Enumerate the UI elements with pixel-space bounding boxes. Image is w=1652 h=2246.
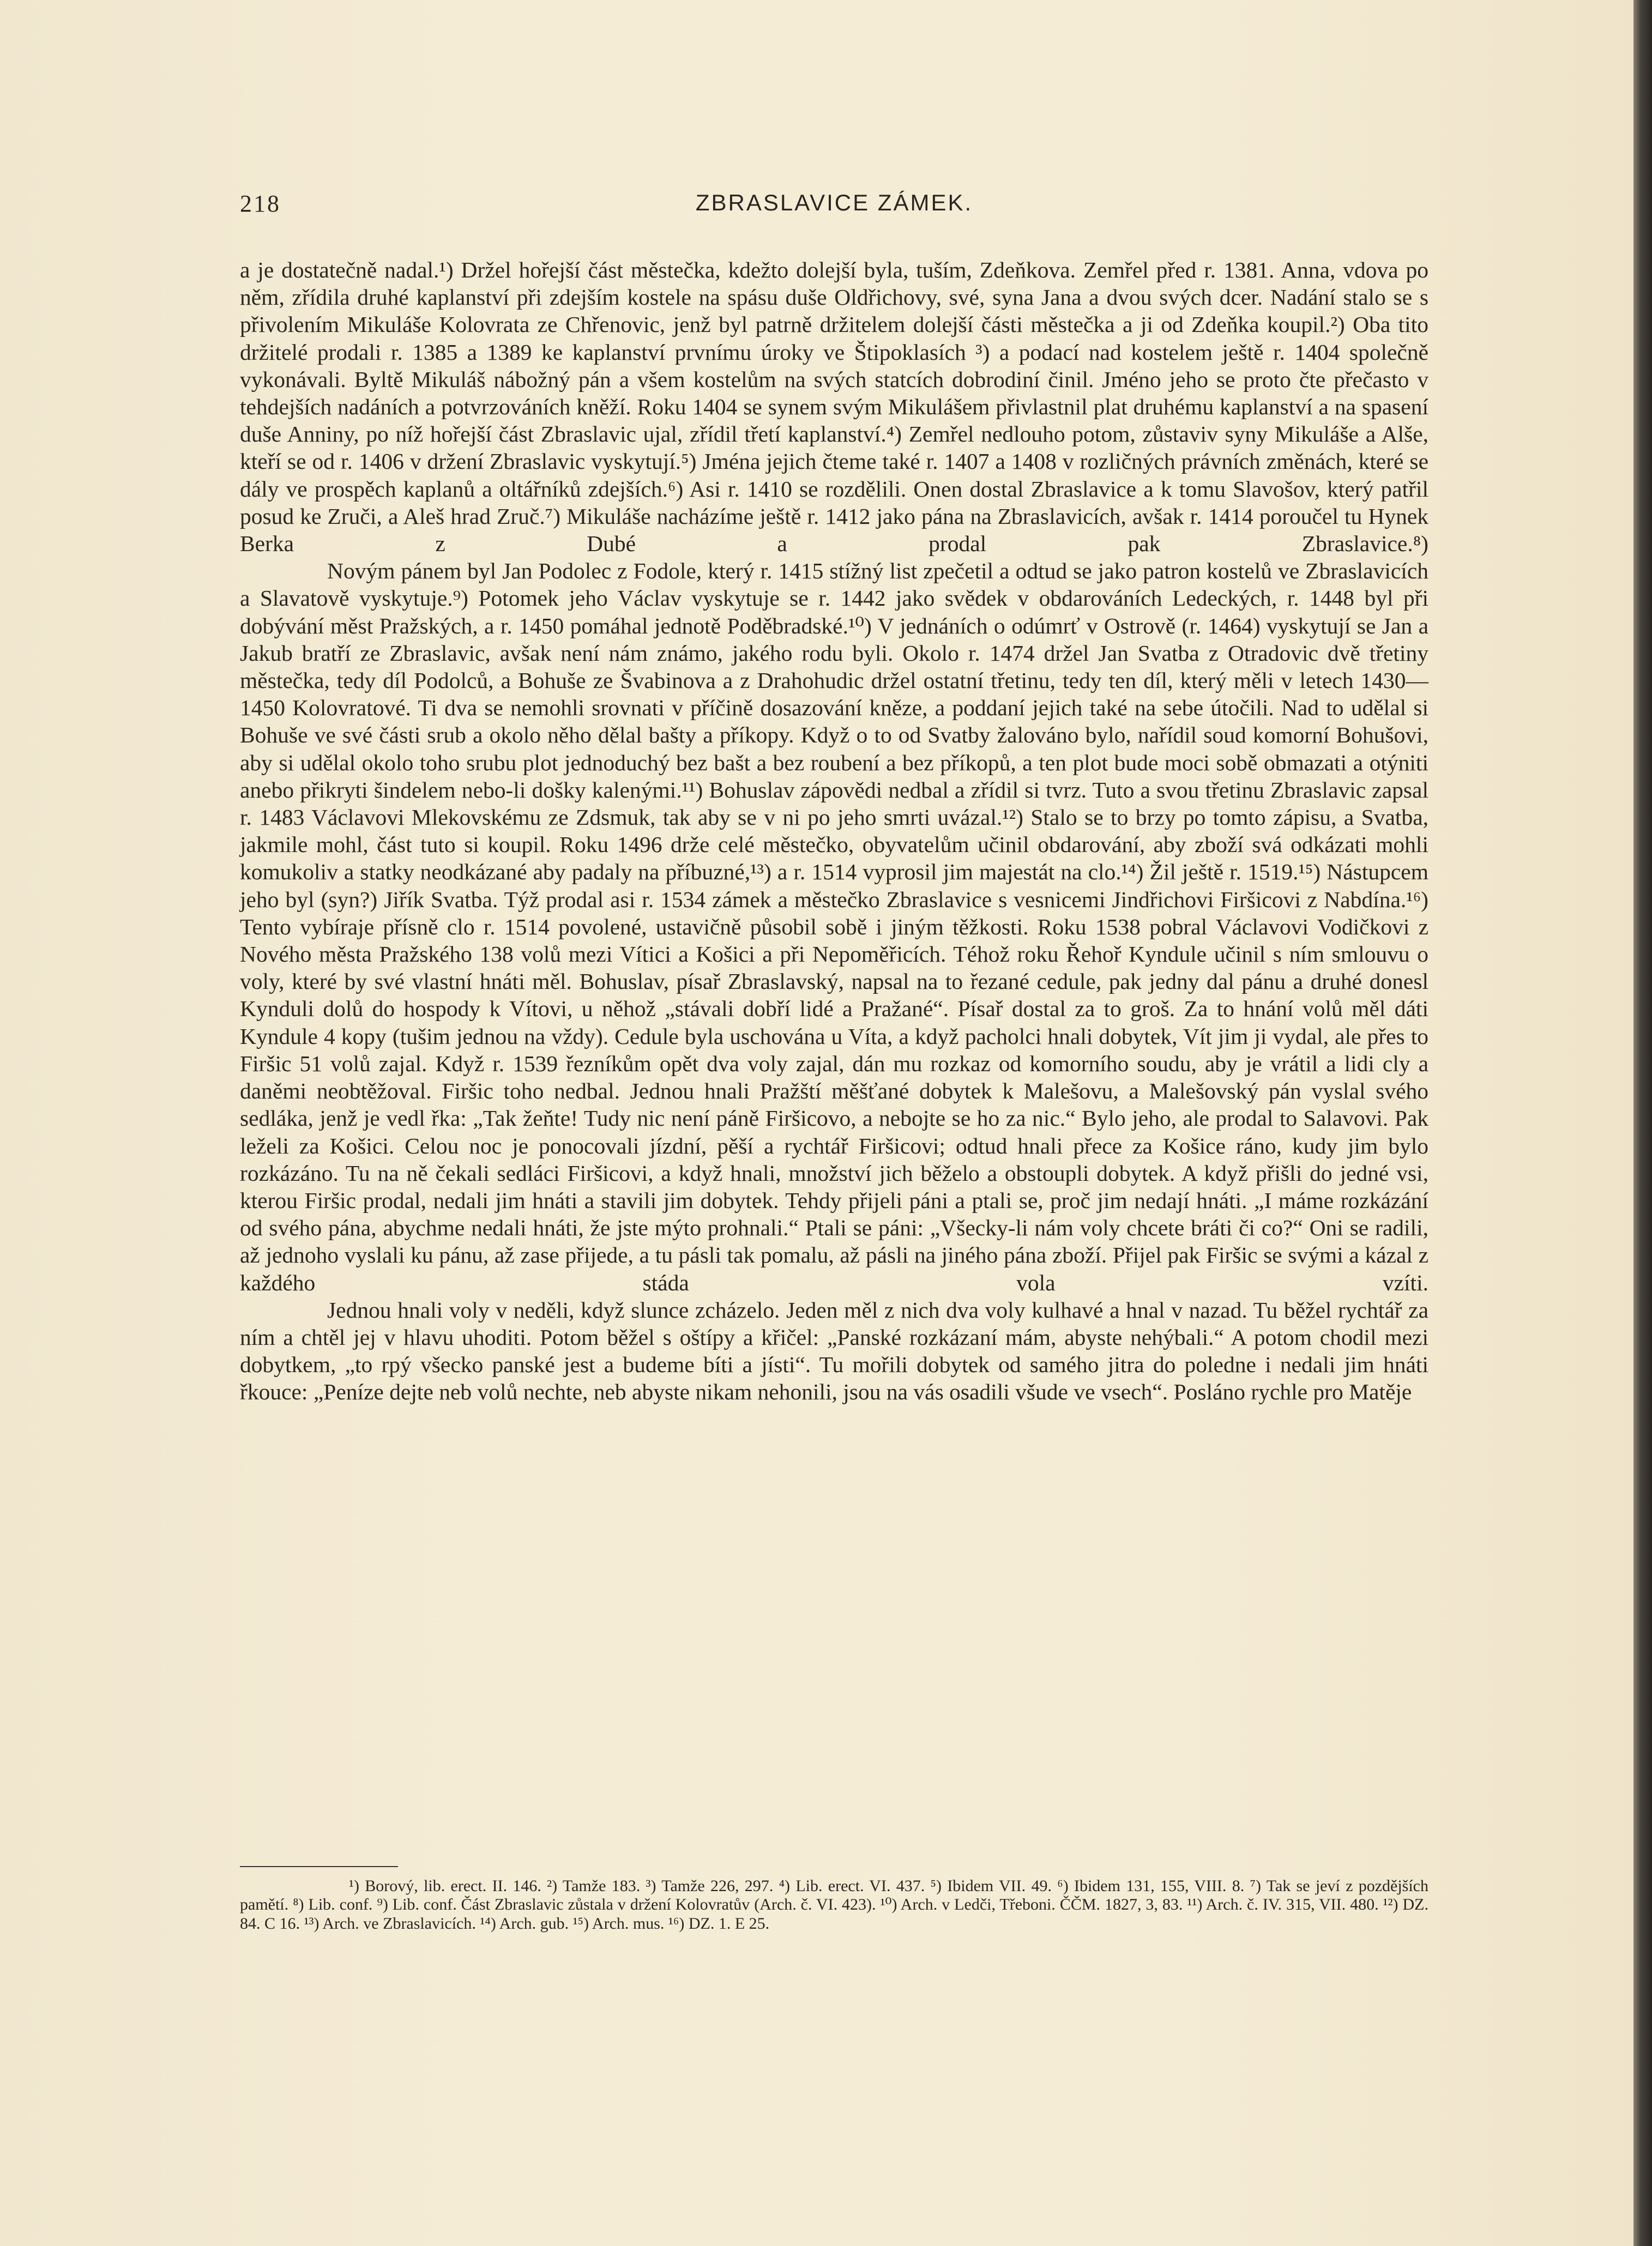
paragraph: Jednou hnali voly v neděli, když slunce zcházelo. Jeden měl z nich dva voly kulhavé a hnal v nazad. Tu běžel rychtář za ním a chtěl jej v hlavu uhoditi. Potom běžel s oštípy a křičel: „Panské rozkázaní mám, abyste nehýbali.“ A potom chodil mezi dobytkem, „to rpý všecko panské jest a budeme bíti a jísti“. Tu mořili dobytek od samého jitra do poledne i nedali jim hnáti řkouce: „Peníze dejte neb volů nechte, neb abyste nikam nehonili, jsou na vás osadili všude ve vsech“. Posláno rychle pro Matěje xyxy=(240,1297,1428,1405)
footnotes xyxy=(240,1877,1428,1933)
page-number: 218 xyxy=(240,190,281,217)
main-text xyxy=(240,256,1428,1406)
footnote-rule xyxy=(240,1866,398,1867)
page-header xyxy=(240,190,1428,228)
paragraph: a je dostatečně nadal.¹) Držel hořejší část městečka, kdežto dolejší byla, tuším, Zdeňkova. Zemřel před r. 1381. Anna, vdova po něm, zřídila druhé kaplanství při zdejším kostele na spásu duše Oldřichovy, své, syna Jana a dvou svých dcer. Nadání stalo se s přivolením Mikuláše Kolovrata ze Chřenovic, jenž byl patrně držitelem dolejší části městečka a ji od Zdeňka koupil.²) Oba tito držitelé prodali r. 1385 a 1389 ke kaplanství prvnímu úroky ve Štipoklasích ³) a podací nad kostelem ještě r. 1404 společně vykonávali. Byltě Mikuláš nábožný pán a všem kostelům na svých statcích dobrodiní činil. Jméno jeho se proto čte přečasto v tehdejších nadáních a potvrzováních kněží. Roku 1404 se synem svým Mikulášem přivlastnil plat druhému kaplanství a na spasení duše Anniny, po níž hořejší část Zbraslavic ujal, zřídil třetí kaplanství.⁴) Zemřel nedlouho potom, zůstaviv syny Mikuláše a Alše, kteří se od r. 1406 v držení Zbraslavic vyskytují.⁵) Jména jejich čteme také r. 1407 a 1408 v rozličných právních změnách, které se dály ve prospěch kaplanů a oltářníků zdejších.⁶) Asi r. 1410 se rozdělili. Onen dostal Zbraslavice a k tomu Slavošov, který patřil posud ke Zruči, a Aleš hrad Zruč.⁷) Mikuláše nacházíme ještě r. 1412 jako pána na Zbraslavicích, avšak r. 1414 poroučel tu Hynek Berka z Dubé a prodal pak Zbraslavice.⁸) xyxy=(240,257,1428,557)
running-head: ZBRASLAVICE ZÁMEK. xyxy=(695,190,973,215)
page-edge-shadow xyxy=(1633,0,1652,2246)
paragraph: Novým pánem byl Jan Podolec z Fodole, který r. 1415 stížný list zpečetil a odtud se jako patron kostelů ve Zbraslavicích a Slavatově vyskytuje.⁹) Potomek jeho Václav vyskytuje se r. 1442 jako svědek v obdarováních Ledeckých, r. 1448 byl při dobývání měst Pražských, a r. 1450 pomáhal jednotě Poděbradské.¹⁰) V jednáních o odúmrť v Ostrově (r. 1464) vyskytují se Jan a Jakub bratří ze Zbraslavic, avšak není nám známo, jakého rodu byli. Okolo r. 1474 držel Jan Svatba z Otradovic dvě třetiny městečka, tedy díl Podolců, a Bohuše ze Švabinova a z Drahohudic držel ostatní třetinu, tedy ten díl, který měli v letech 1430—1450 Kolovratové. Ti dva se nemohli srovnati v příčině dosazování kněze, a poddaní jejich také na sebe útočili. Nad to udělal si Bohuše ve své části srub a okolo něho dělal bašty a příkopy. Když o to od Svatby žalováno bylo, nařídil soud komorní Bohušovi, aby si udělal okolo toho srubu plot jednoduchý bez bašt a bez roubení a bez příkopů, a ten plot bude moci sobě obmazati a otýniti anebo přikryti šindelem nebo-li došky kalenými.¹¹) Bohuslav zápovědi nedbal a zřídil si tvrz. Tuto a svou třetinu Zbraslavic zapsal r. 1483 Václavovi Mlekovskému ze Zdsmuk, tak aby se v ni po jeho smrti uvázal.¹²) Stalo se to brzy po tomto zápisu, a Svatba, jakmile mohl, část tuto si koupil. Roku 1496 drže celé městečko, obyvatelům učinil obdarování, aby zboží svá odkázati mohli komukoliv a statky neodkázané aby padaly na příbuzné,¹³) a r. 1514 vyprosil jim majestát na clo.¹⁴) Žil ještě r. 1519.¹⁵) Nástupcem jeho byl (syn?) Jiřík Svatba. Týž prodal asi r. 1534 zámek a městečko Zbraslavice s vesnicemi Jindřichovi Firšicovi z Nabdína.¹⁶) Tento vybíraje přísně clo r. 1514 povolené, ustavičně působil sobě i jiným těžkosti. Roku 1538 pobral Václavovi Vodičkovi z Nového města Pražského 138 volů mezi Vítici a Košici a při Nepoměřicích. Téhož roku Řehoř Kyndule učinil s ním smlouvu o voly, které by své vlastní hnáti měl. Bohuslav, písař Zbraslavský, napsal na to řezané cedule, pak jedny dal pánu a druhé donesl Kynduli dolů do hospody k Vítovi, u něhož „stávali dobří lidé a Pražané“. Písař dostal za to groš. Za to hnání volů měl dáti Kyndule 4 kopy (tušim jednou na vždy). Cedule byla uschována u Víta, a když pacholci hnali dobytek, Vít jim ji vydal, ale přes to Firšic 51 volů zajal. Když r. 1539 řezníkům opět dva voly zajal, dán mu rozkaz od komorního soudu, aby je vrátil a lidi cly a daněmi neobtěžoval. Firšic toho nedbal. Jednou hnali Pražští měšťané dobytek k Malešovu, a Malešovský pán vyslal svého sedláka, jenž je vedl řka: „Tak žeňte! Tudy nic není páně Firšicovo, a nebojte se ho za nic.“ Bylo jeho, ale prodal to Salavovi. Pak leželi za Košici. Celou noc je ponocovali jízdní, pěší a rychtář Firšicovi; odtud hnali přece za Košice ráno, kudy jim bylo rozkázáno. Tu na ně čekali sedláci Firšicovi, a když hnali, množství jich běželo a obstoupli dobytek. A když přišli do jedné vsi, kterou Firšic prodal, nedali jim hnáti a stavili jim dobytek. Tehdy přijeli páni a ptali se, proč jim nedají hnáti. „I máme rozkázání od svého pána, abychme nedali hnáti, že jste mýto prohnali.“ Ptali se páni: „Všecky-li nám voly chcete bráti či co?“ Oni se radili, až jednoho vyslali ku pánu, až zase přijede, a tu pásli tak pomalu, až pásli na jiného pána zboží. Přijel pak Firšic se svými a kázal z každého stáda vola vzíti. xyxy=(240,558,1428,1295)
footnote-block: ¹) Borový, lib. erect. II. 146. ²) Tamže 183. ³) Tamže 226, 297. ⁴) Lib. erect. VI. 437. ⁵) Ibidem VII. 49. ⁶) Ibidem 131, 155, VIII. 8. ⁷) Tak se jeví z pozdějších pamětí. ⁸) Lib. conf. ⁹) Lib. conf. Část Zbraslavic zůstala v držení Kolovratův (Arch. č. VI. 423). ¹⁰) Arch. v Ledči, Třeboni. ČČM. 1827, 3, 83. ¹¹) Arch. č. IV. 315, VII. 480. ¹²) DZ. 84. C 16. ¹³) Arch. ve Zbraslavicích. ¹⁴) Arch. gub. ¹⁵) Arch. mus. ¹⁶) DZ. 1. E 25. xyxy=(240,1877,1428,1933)
